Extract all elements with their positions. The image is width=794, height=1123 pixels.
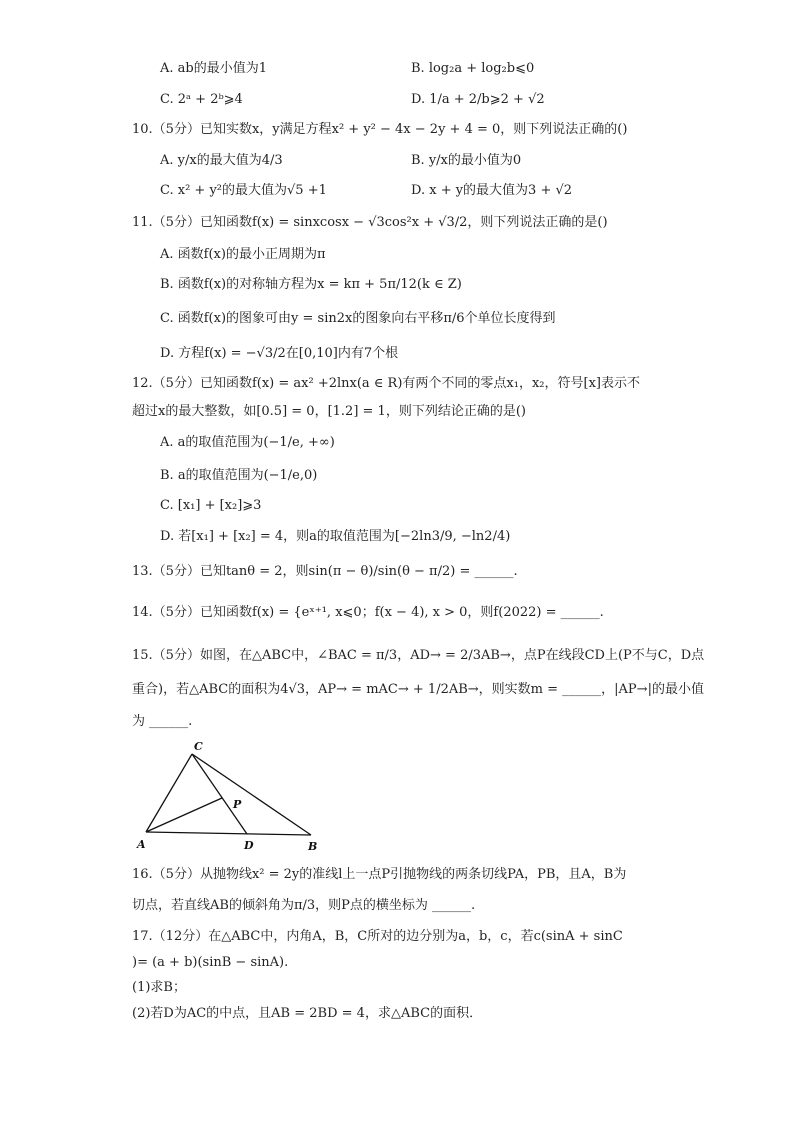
q12-option-c: C. [x₁] + [x₂]⩾3 bbox=[160, 498, 262, 513]
q16-stem-line-2: 切点，若直线AB的倾斜角为π/3，则P点的横坐标为 ______. bbox=[132, 898, 476, 913]
q10-option-a: A. y/x的最大值为4/3 bbox=[160, 153, 283, 168]
q12-option-b: B. a的取值范围为(−1/e,0) bbox=[160, 468, 318, 483]
q17-stem-line-2: )= (a + b)(sinB − sinA). bbox=[132, 955, 289, 970]
q9-option-a: A. ab的最小值为1 bbox=[160, 61, 267, 76]
q17-part-1: (1)求B； bbox=[132, 980, 186, 995]
q15-stem-line-2: 重合)，若△ABC的面积为4√3，AP→ = mAC→ + 1/2AB→，则实数m = ______，|AP→|的最小值 bbox=[132, 682, 704, 697]
label-p: P bbox=[233, 798, 242, 811]
q11-stem: 11.（5分）已知函数f(x) = sinxcosx − √3cos²x + √3/2，则下列说法正确的是() bbox=[132, 215, 608, 230]
q14-stem: 14.（5分）已知函数f(x) = {eˣ⁺¹, x⩽0；f(x − 4), x > 0，则f(2022) = ______. bbox=[132, 605, 604, 620]
segment-ac bbox=[146, 754, 192, 832]
q11-option-c: C. 函数f(x)的图象可由y = sin2x的图象向右平移π/6个单位长度得到 bbox=[160, 311, 556, 326]
segment-ab bbox=[146, 832, 311, 835]
segment-cd bbox=[192, 754, 247, 834]
q12-stem-line-1: 12.（5分）已知函数f(x) = ax² +2lnx(a ∈ R)有两个不同的零点x₁，x₂，符号[x]表示不 bbox=[132, 376, 640, 391]
q12-option-d: D. 若[x₁] + [x₂] = 4，则a的取值范围为[−2ln3/9, −ln2/4) bbox=[160, 529, 511, 544]
q9-option-c: C. 2ᵃ + 2ᵇ⩾4 bbox=[160, 92, 243, 107]
label-b: B bbox=[308, 840, 318, 853]
q11-option-a: A. 函数f(x)的最小正周期为π bbox=[160, 247, 326, 262]
q12-option-a: A. a的取值范围为(−1/e, +∞) bbox=[160, 435, 335, 450]
q15-stem-line-1: 15.（5分）如图，在△ABC中，∠BAC = π/3，AD→ = 2/3AB→，点P在线段CD上(P不与C，D点 bbox=[132, 648, 705, 663]
q10-option-b: B. y/x的最小值为0 bbox=[411, 153, 522, 168]
q11-option-b: B. 函数f(x)的对称轴方程为x = kπ + 5π/12(k ∈ Z) bbox=[160, 277, 462, 292]
q10-option-c: C. x² + y²的最大值为√5 +1 bbox=[160, 183, 327, 198]
q17-part-2: (2)若D为AC的中点，且AB = 2BD = 4，求△ABC的面积． bbox=[132, 1006, 483, 1021]
q12-stem-line-2: 超过x的最大整数，如[0.5] = 0，[1.2] = 1，则下列结论正确的是() bbox=[132, 404, 526, 419]
q16-stem-line-1: 16.（5分）从抛物线x² = 2y的准线l上一点P引抛物线的两条切线PA，PB，且A，B为 bbox=[132, 867, 627, 882]
q10-option-d: D. x + y的最大值为3 + √2 bbox=[411, 183, 573, 198]
q13-stem: 13.（5分）已知tanθ = 2，则sin(π − θ)/sin(θ − π/2) = ______. bbox=[132, 564, 518, 579]
label-d: D bbox=[244, 839, 254, 852]
label-c: C bbox=[194, 740, 203, 753]
q9-option-b: B. log₂a + log₂b⩽0 bbox=[411, 61, 535, 76]
q11-option-d: D. 方程f(x) = −√3/2在[0,10]内有7个根 bbox=[160, 346, 399, 361]
segment-ap bbox=[146, 798, 222, 832]
label-a: A bbox=[137, 838, 146, 851]
triangle-figure bbox=[136, 736, 336, 856]
q17-stem-line-1: 17.（12分）在△ABC中，内角A，B，C所对的边分别为a，b，c，若c(sinA + sinC bbox=[132, 929, 623, 944]
segment-cb bbox=[192, 754, 311, 835]
q15-stem-line-3: 为 ______. bbox=[132, 714, 193, 729]
q10-stem: 10.（5分）已知实数x，y满足方程x² + y² − 4x − 2y + 4 = 0，则下列说法正确的() bbox=[132, 122, 628, 137]
q9-option-d: D. 1/a + 2/b⩾2 + √2 bbox=[411, 92, 545, 107]
